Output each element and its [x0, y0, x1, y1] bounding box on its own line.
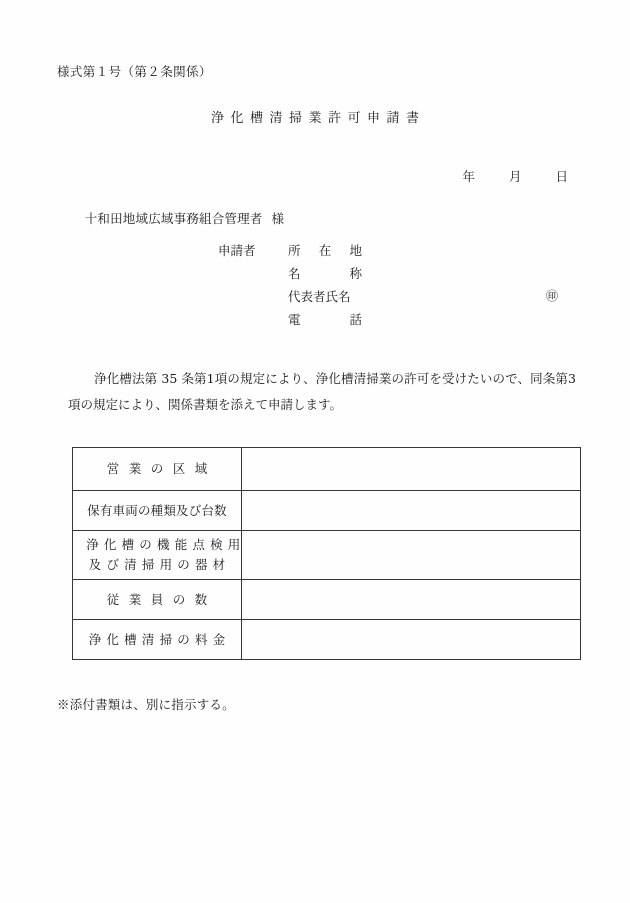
row-label-vehicles — [73, 491, 242, 531]
addressee-name: 十和田地域広域事務組合管理者 — [84, 211, 263, 226]
body-text: 浄化槽法第 35 条第1項の規定により、浄化槽清掃業の許可を受けたいので、同条第3項の規定により、関係書類を添えて申請します。 — [68, 371, 576, 412]
applicant-representative-label: 代表者氏名 — [288, 289, 351, 304]
row-value-fees[interactable] — [242, 620, 581, 660]
row-label-line: 保有車両の種類及び台数 — [87, 502, 227, 518]
addressee — [68, 194, 284, 242]
date-month-label: 月 — [508, 169, 522, 184]
date-line — [0, 152, 568, 200]
label-char: 名 — [288, 266, 301, 281]
applicant-block — [218, 239, 559, 331]
label-char: 話 — [349, 312, 362, 327]
addressee-honorific: 様 — [271, 211, 285, 226]
footnote: ※添付書類は、別に指示する。 — [57, 697, 235, 712]
applicant-address-label — [288, 239, 362, 262]
row-label-line: 従業員の数 — [106, 591, 217, 607]
row-label-line: 浄化槽の機能点検用 — [86, 537, 246, 552]
label-char: 地 — [349, 243, 362, 258]
applicant-row-representative — [218, 285, 559, 308]
date-day-label: 日 — [555, 169, 568, 184]
row-label-line: 営業の区域 — [106, 461, 217, 476]
label-char: 在 — [318, 243, 332, 258]
label-char: 所 — [288, 243, 301, 258]
applicant-row-phone — [218, 308, 362, 331]
date-year-label: 年 — [462, 169, 475, 184]
row-value-business-area[interactable] — [242, 448, 581, 491]
application-details-table — [72, 447, 581, 660]
seal-icon: ㊞ — [546, 289, 559, 303]
form-number: 様式第１号（第２条関係） — [57, 64, 212, 79]
applicant-name-label — [288, 262, 362, 285]
applicant-row-name — [218, 262, 362, 285]
row-label-fees — [73, 620, 242, 660]
applicant-heading: 申請者 — [218, 243, 256, 258]
table-row — [73, 580, 581, 620]
table-row — [73, 448, 581, 491]
label-char: 電 — [288, 312, 301, 327]
table-row — [73, 620, 581, 660]
body-paragraph — [68, 366, 576, 418]
row-label-employees — [73, 580, 242, 620]
row-value-vehicles[interactable] — [242, 491, 581, 531]
row-label-business-area — [73, 448, 242, 491]
row-label-line: 及び清掃用の器材 — [88, 557, 231, 572]
applicant-phone-label — [288, 308, 362, 331]
table-row — [73, 491, 581, 531]
label-char: 称 — [349, 266, 362, 281]
table-row — [73, 531, 581, 580]
page-title: 浄化槽清掃業許可申請書 — [210, 111, 426, 126]
applicant-row-address — [218, 239, 362, 262]
row-label-line: 浄化槽清掃の料金 — [88, 631, 231, 647]
row-value-equipment[interactable] — [242, 531, 581, 580]
row-label-equipment — [73, 531, 246, 580]
row-value-employees[interactable] — [242, 580, 581, 620]
